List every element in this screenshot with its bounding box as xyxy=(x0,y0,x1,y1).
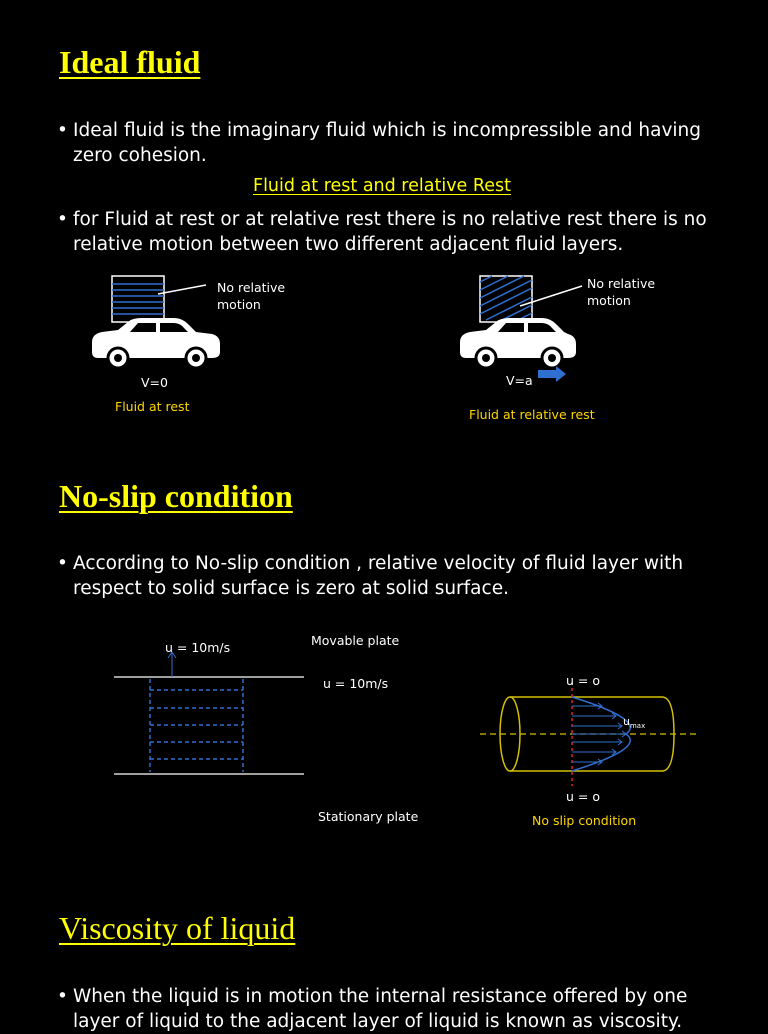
container-tilted-layers xyxy=(480,276,532,322)
bullet-dot-icon: • xyxy=(57,209,68,230)
pipe-top-velocity-label: u = o xyxy=(566,673,600,688)
bullet-ideal-fluid-definition: • Ideal fluid is the imaginary fluid which is incompressible and having zero cohesion. xyxy=(57,120,701,166)
bullet-dot-icon: • xyxy=(57,120,68,141)
car-fluid-relative-rest-figure xyxy=(456,272,596,382)
pipe-umax-label: $u_{max}$ xyxy=(623,715,646,731)
container-horizontal-layers xyxy=(112,276,164,322)
plate-velocity-label: u = 10m/s xyxy=(323,676,389,691)
caption-no-slip-condition: No slip condition xyxy=(532,813,637,828)
annotation-arrow-icon xyxy=(158,285,206,294)
section-title-ideal-fluid: Ideal fluid xyxy=(59,44,201,80)
bullet-viscosity-definition: • When the liquid is in motion the internal resistance offered by one layer of liquid to the adjacent layer of liquid is known as viscosity. xyxy=(57,986,688,1032)
velocity-vectors xyxy=(572,703,626,765)
caption-fluid-at-relative-rest: Fluid at relative rest xyxy=(469,407,595,422)
caption-fluid-at-rest: Fluid at rest xyxy=(115,399,190,414)
bullet-dot-icon: • xyxy=(57,553,68,574)
car-fluid-at-rest-figure xyxy=(88,272,228,382)
annotation-no-relative-motion-right: No relative motion xyxy=(587,276,656,308)
velocity-label-left: V=0 xyxy=(141,375,168,390)
parallel-plates-figure xyxy=(110,650,310,780)
section-title-no-slip: No-slip condition xyxy=(59,478,293,514)
section-title-viscosity: Viscosity of liquid xyxy=(59,910,296,946)
pipe-bottom-velocity-label: u = o xyxy=(566,789,600,804)
car-icon xyxy=(92,318,220,368)
car-icon xyxy=(460,318,576,368)
subheading-fluid-at-rest: Fluid at rest and relative Rest xyxy=(253,176,511,196)
bullet-no-slip-definition: • According to No-slip condition , relative velocity of fluid layer with respect to solid surface is zero at solid surface. xyxy=(57,553,684,599)
movable-plate-label: Movable plate xyxy=(311,633,400,648)
velocity-label-right: V=a xyxy=(506,373,533,388)
plate-top-velocity-label: u = 10m/s xyxy=(165,640,231,655)
fluid-layers xyxy=(150,679,243,772)
bullet-dot-icon: • xyxy=(57,986,68,1007)
annotation-no-relative-motion-left: No relative motion xyxy=(217,280,286,312)
stationary-plate-label: Stationary plate xyxy=(318,809,419,824)
bullet-relative-rest: • for Fluid at rest or at relative rest there is no relative rest there is no relative motion between two different adjacent fluid layers. xyxy=(57,209,707,255)
